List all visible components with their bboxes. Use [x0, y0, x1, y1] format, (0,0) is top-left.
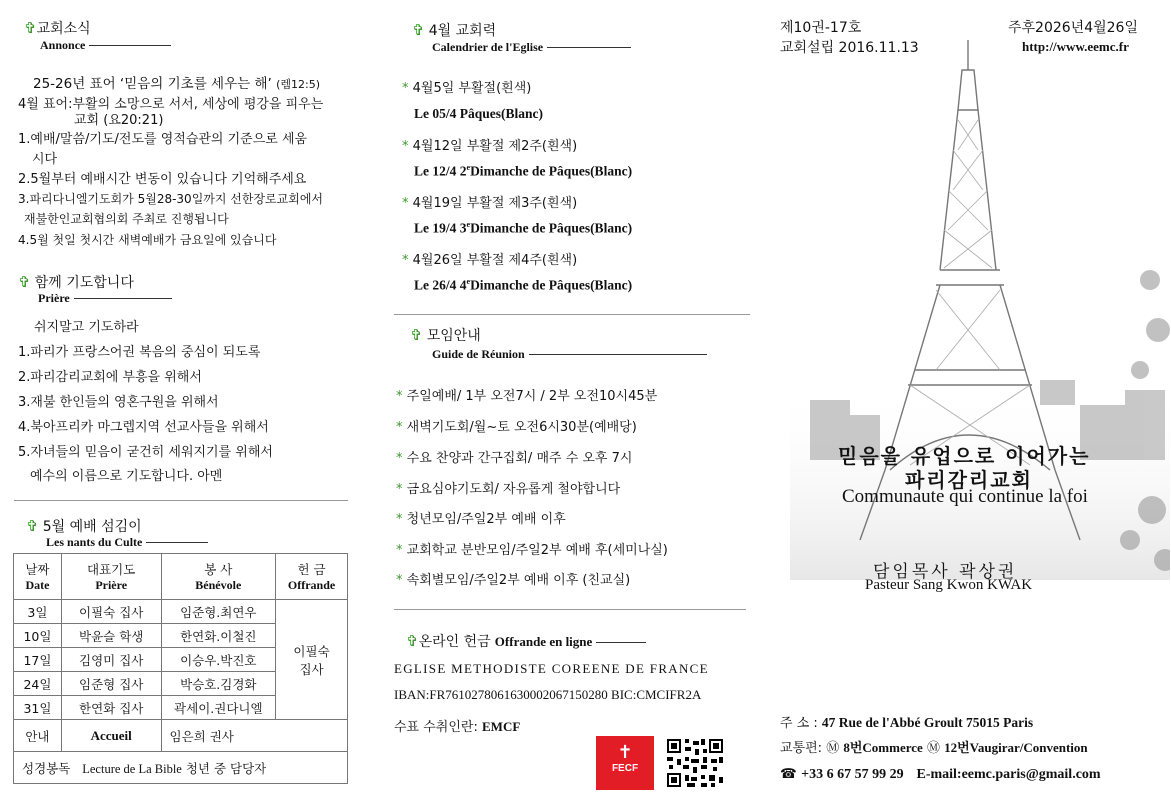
star-icon: * — [396, 512, 403, 527]
star-icon: * — [396, 389, 403, 404]
priere-title: 함께 기도합니다 — [34, 275, 134, 291]
bulletin-date: 주후2026년4월26일 — [1008, 20, 1138, 36]
reunion-item: * 주일예배/ 1부 오전7시 / 2부 오전10시45분 — [396, 389, 658, 404]
cross-icon: ✞ — [24, 19, 37, 37]
divider — [394, 609, 746, 610]
annonce-item: 1.예배/말씀/기도/전도를 영적습관의 기준으로 세움 — [18, 132, 308, 147]
star-icon: * — [396, 482, 403, 497]
address: 주 소 : 47 Rue de l'Abbé Groult 75015 Paris — [780, 715, 1034, 731]
bank-name: EGLISE METHODISTE COREENE DE FRANCE — [394, 661, 709, 676]
offrande-title: 온라인 헌금 — [418, 634, 491, 650]
annonce-item: 4.5월 첫일 첫시간 새벽예배가 금요일에 있습니다 — [18, 233, 277, 247]
priere-item: 예수의 이름으로 기도합니다. 아멘 — [30, 469, 223, 484]
reunion-subtitle-row — [432, 347, 707, 362]
slogan-french: Communaute qui continue la foi — [842, 486, 1088, 507]
annonce-header — [24, 18, 91, 38]
table-row: 24일 임준형 집사 박승호.김경화 — [14, 672, 348, 696]
founded: 교회설립 2016.11.13 — [780, 40, 919, 56]
header-date: 날짜 Date — [14, 554, 62, 600]
priere-intro: 쉬지말고 기도하라 — [34, 320, 139, 335]
website-url: http://www.eemc.fr — [1022, 39, 1129, 54]
annonce-item: 재불한인교회협의회 주최로 진행됩니다 — [24, 212, 229, 226]
offrande-cell: 이필숙 집사 — [276, 600, 348, 720]
metro-icon: Ⓜ — [926, 741, 940, 756]
schedule-table — [13, 553, 348, 784]
reunion-header — [410, 325, 481, 345]
annonce-title: 교회소식 — [36, 21, 91, 37]
annonce-item: 시다 — [32, 152, 58, 167]
reunion-item: * 수요 찬양과 간구집회/ 매주 수 오후 7시 — [396, 451, 633, 466]
header-benevole: 봉 사 Bénévole — [161, 554, 276, 600]
culte-title: 5월 예배 섬김이 — [42, 519, 142, 535]
table-row: 3일 이필숙 집사 임준형.최연우 이필숙 집사 — [14, 600, 348, 624]
accueil-row: 안내 Accueil 임은희 권사 — [14, 720, 348, 752]
star-icon: * — [396, 573, 403, 588]
reunion-item: * 청년모임/주일2부 예배 이후 — [396, 512, 566, 527]
priere-subtitle: Prière — [38, 291, 70, 305]
calendar-entry-fr: Le 05/4 Pâques(Blanc) — [414, 106, 544, 121]
iban: IBAN:FR7610278061630002067150280 BIC:CMCIFR2A — [394, 687, 702, 702]
pastor-french: Pasteur Sang Kwon KWAK — [865, 577, 1033, 593]
calendar-entry-fr: Le 26/4 4eDimanche de Pâques(Blanc) — [414, 277, 633, 293]
calendar-entry-ko: * 4월5일 부활절(흰색) — [402, 81, 532, 96]
fecf-logo: ✝ FECF — [596, 736, 654, 790]
calendrier-subtitle: Calendrier de l'Eglise — [432, 40, 544, 54]
calendar-entry-ko: * 4월26일 부활절 제4주(흰색) — [402, 253, 578, 268]
annonce-item: 2.5월부터 예배시간 변동이 있습니다 기억해주세요 — [18, 172, 307, 187]
cross-icon: ✞ — [18, 273, 31, 291]
annual-theme: 25-26년 표어 ‘믿음의 기초를 세우는 해’ (렘12:5) — [33, 76, 321, 92]
middle-column — [380, 0, 760, 798]
slogan-korean-2: 파리감리교회 — [905, 468, 1033, 492]
volume: 제10권-17호 — [780, 20, 862, 36]
pastor-korean: 담임목사 곽상권 — [873, 562, 1018, 582]
reunion-title: 모임안내 — [426, 328, 481, 344]
reunion-subtitle: Guide de Réunion — [432, 347, 525, 361]
reunion-item: * 금요심야기도회/ 자유롭게 철야합니다 — [396, 482, 621, 497]
qr-code-icon — [665, 737, 725, 789]
header-priere: 대표기도 Prière — [61, 554, 161, 600]
calendar-entry-ko: * 4월12일 부활절 제2주(흰색) — [402, 139, 578, 154]
star-icon: * — [396, 420, 403, 435]
table-row: 10일 박윤슬 학생 한연화.이철진 — [14, 624, 348, 648]
table-header-row — [14, 554, 348, 600]
bible-row: 성경봉독 Lecture de La Bible 청년 중 담당자 — [14, 752, 348, 784]
calendrier-title: 4월 교회력 — [428, 23, 497, 39]
calendrier-header — [412, 20, 496, 40]
offrande-header — [406, 631, 646, 651]
phone-icon: ☎ — [780, 766, 797, 782]
annonce-item: 3.파리다니엘기도회가 5월28-30일까지 선한장로교회에서 — [18, 192, 324, 206]
header-offrande: 헌 금 Offrande — [276, 554, 348, 600]
table-row: 17일 김영미 집사 이승우.박진호 — [14, 648, 348, 672]
offrande-title-fr: Offrande en ligne — [494, 634, 593, 649]
slogan-korean-1: 믿음을 유업으로 이어가는 — [838, 444, 1091, 468]
star-icon: * — [396, 543, 403, 558]
star-icon: * — [402, 196, 409, 211]
priere-item: 2.파리감리교회에 부흥을 위해서 — [18, 370, 202, 385]
cross-icon: ✝ — [617, 742, 633, 763]
priere-header — [18, 272, 134, 292]
calendrier-subtitle-row — [432, 40, 631, 55]
annonce-subtitle: Annonce — [40, 38, 86, 52]
phone-number: +33 6 67 57 99 29 — [801, 767, 904, 782]
cross-icon: ✞ — [406, 632, 419, 650]
metro-icon: Ⓜ — [826, 741, 840, 756]
left-column — [0, 0, 360, 798]
cross-icon: ✞ — [412, 21, 425, 39]
reunion-item: * 새벽기도회/월~토 오전6시30분(예배당) — [396, 420, 637, 435]
divider — [394, 314, 750, 315]
priere-item: 5.자녀들의 믿음이 굳건히 세워지기를 위해서 — [18, 445, 273, 460]
priere-subtitle-row — [38, 291, 172, 306]
calendar-entry-fr: Le 12/4 2eDimanche de Pâques(Blanc) — [414, 163, 633, 179]
recipient: 수표 수취인란: EMCF — [394, 719, 521, 735]
cross-icon: ✞ — [26, 517, 39, 535]
annonce-subtitle-row — [40, 38, 171, 53]
reunion-item: * 속회별모임/주일2부 예배 이후 (친교실) — [396, 573, 631, 588]
priere-item: 1.파리가 프랑스어권 복음의 중심이 되도록 — [18, 345, 261, 360]
month-theme: 4월 표어:부활의 소망으로 서서, 세상에 평강을 피우는 — [18, 97, 324, 112]
calendar-entry-fr: Le 19/4 3eDimanche de Pâques(Blanc) — [414, 220, 633, 236]
calendar-entry-ko: * 4월19일 부활절 제3주(흰색) — [402, 196, 578, 211]
priere-item: 4.북아프리카 마그렙지역 선교사들을 위해서 — [18, 420, 269, 435]
culte-subtitle-row — [46, 535, 208, 550]
table-row: 31일 한연화 집사 곽세이.권다니엘 — [14, 696, 348, 720]
culte-subtitle: Les nants du Culte — [46, 535, 143, 549]
cross-icon: ✞ — [410, 326, 423, 344]
star-icon: * — [396, 451, 403, 466]
contact-line — [780, 766, 1101, 783]
star-icon: * — [402, 253, 409, 268]
star-icon: * — [402, 139, 409, 154]
culte-header — [26, 516, 142, 536]
star-icon: * — [402, 81, 409, 96]
divider — [14, 500, 348, 501]
transport: 교통편: Ⓜ 8번Commerce Ⓜ 12번Vaugirar/Convention — [780, 740, 1088, 756]
priere-item: 3.재불 한인들의 영혼구원을 위해서 — [18, 395, 219, 410]
month-theme-2: 교회 (요20:21) — [74, 113, 164, 128]
email[interactable]: E-mail:eemc.paris@gmail.com — [916, 767, 1101, 782]
reunion-item: * 교회학교 분반모임/주일2부 예배 후(세미나실) — [396, 543, 668, 558]
